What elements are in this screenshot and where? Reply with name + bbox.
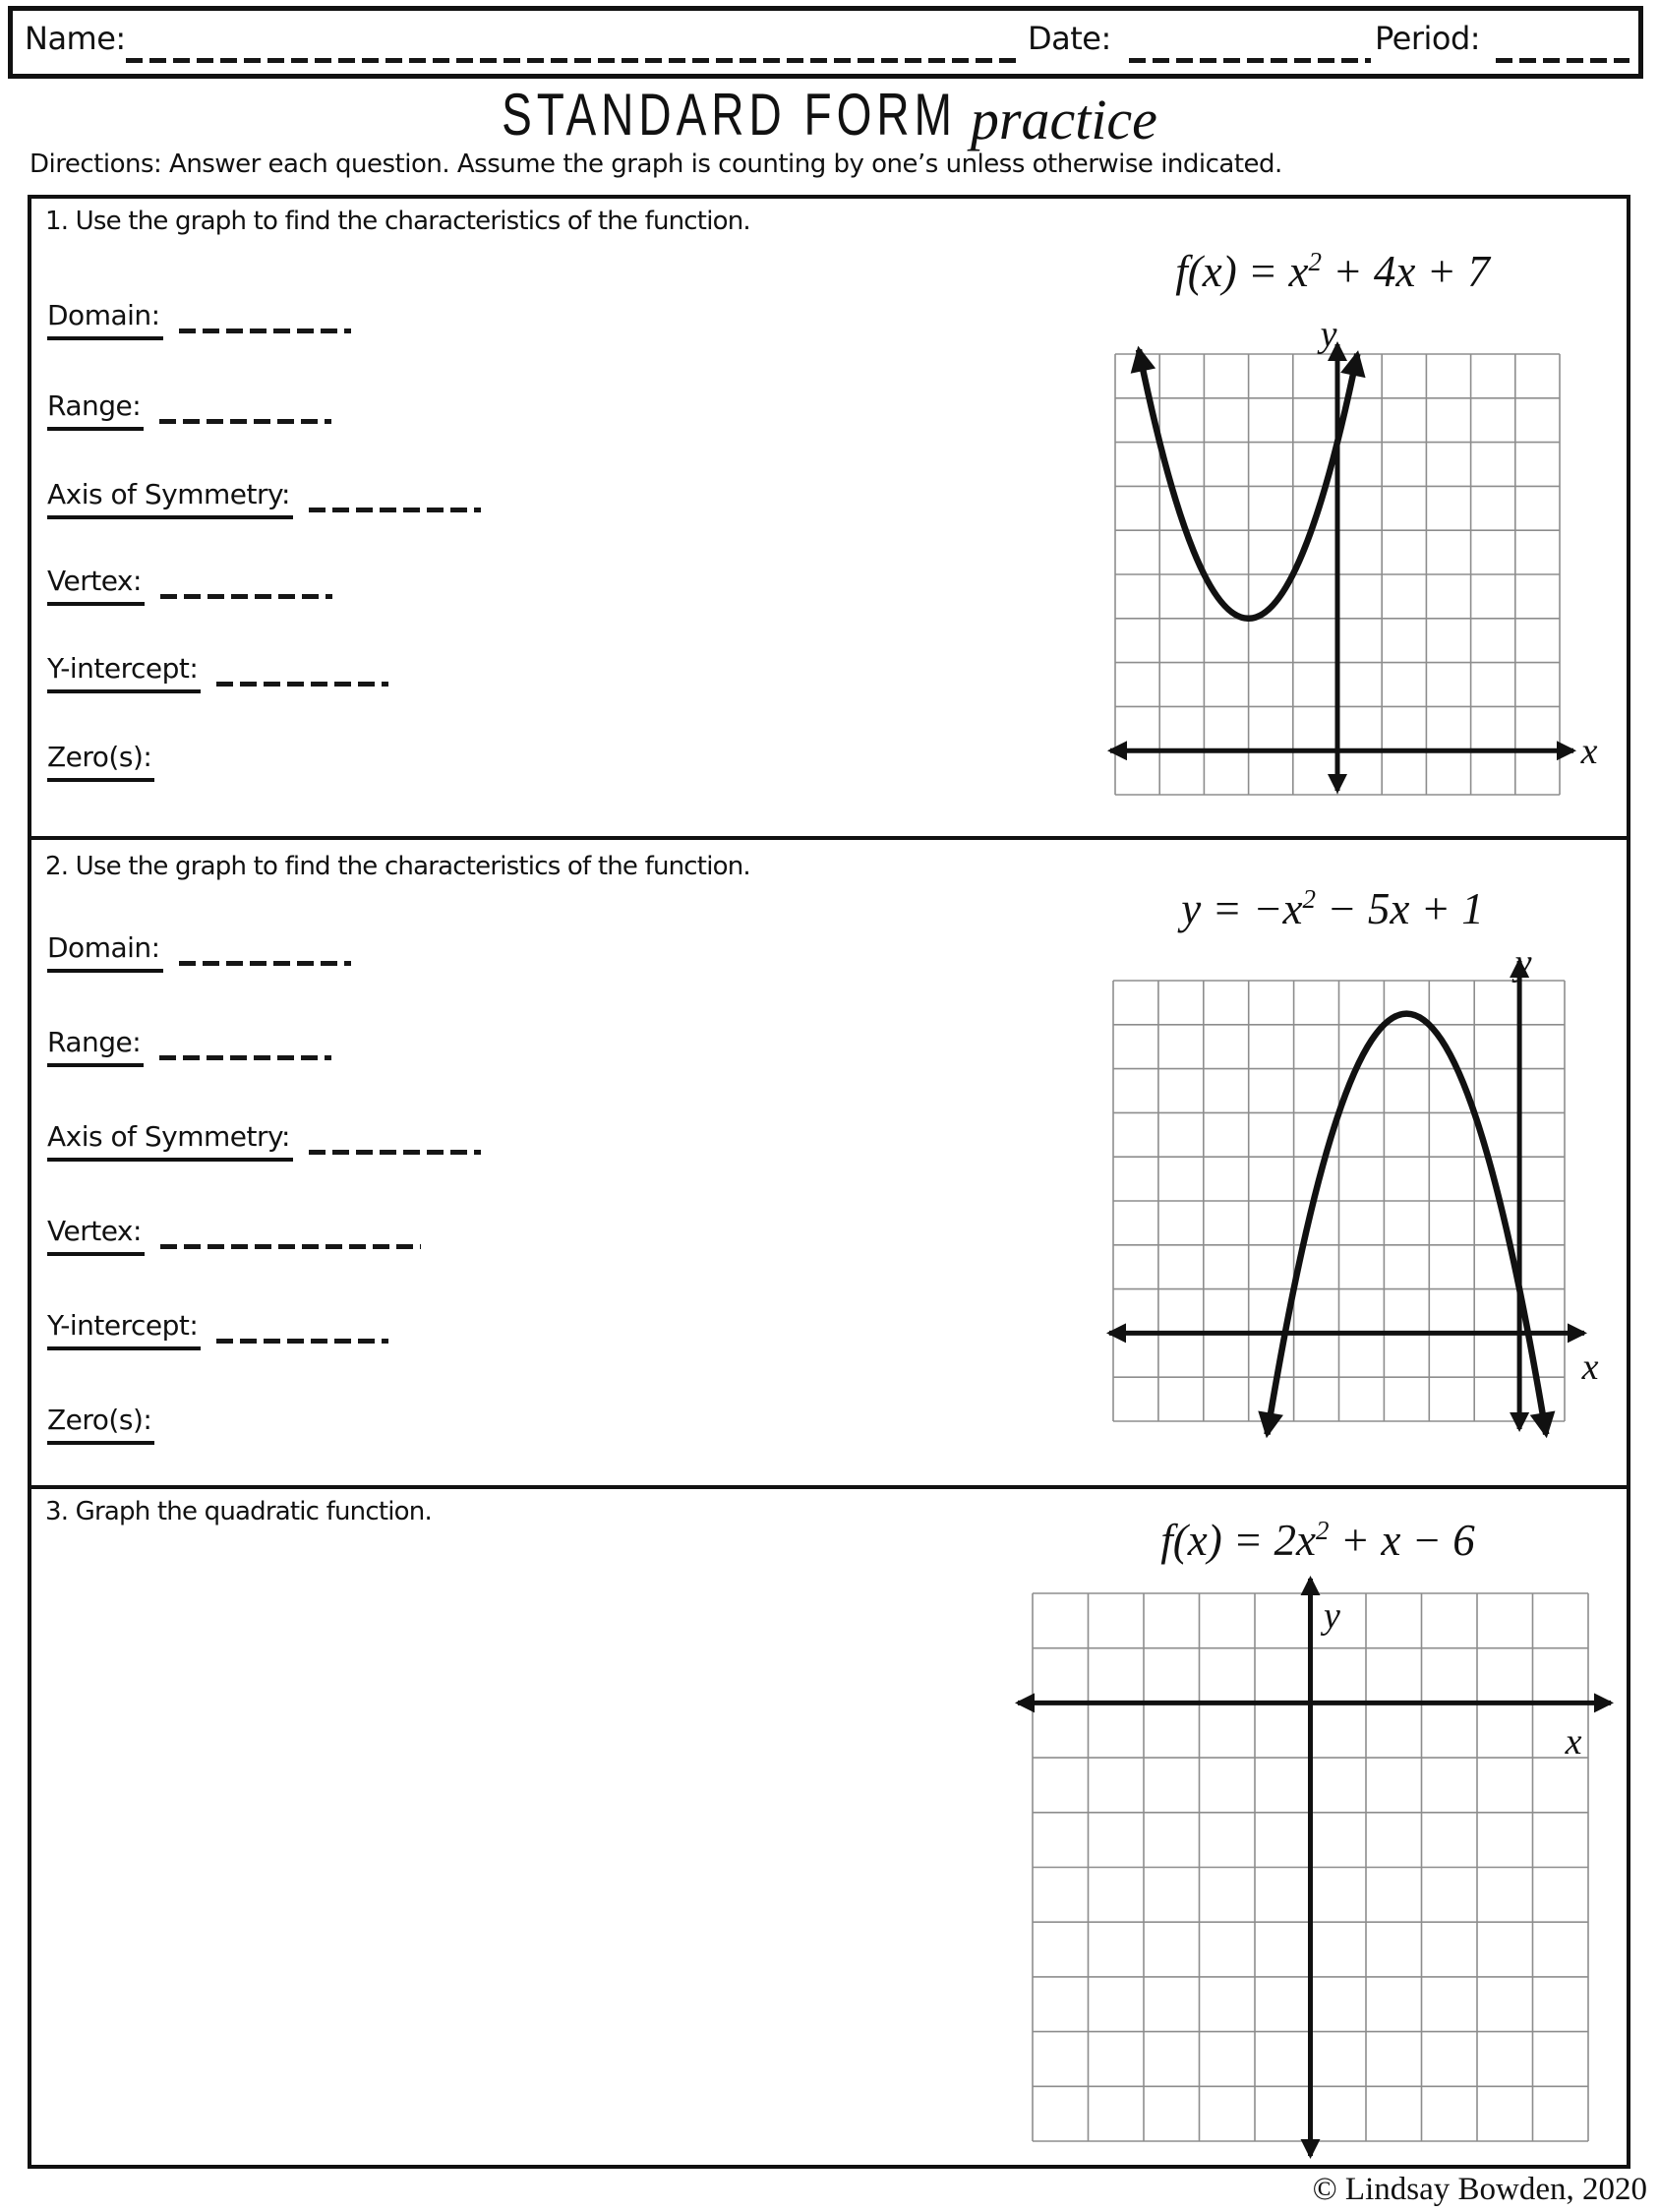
x-axis-label-2: x bbox=[1581, 1346, 1599, 1388]
section-divider-2 bbox=[28, 1485, 1630, 1489]
question-1-prompt: 1. Use the graph to find the characteristics of the function. bbox=[45, 207, 750, 236]
q1-field-row-domain bbox=[47, 299, 351, 340]
y-axis-label-3: y bbox=[1324, 1595, 1340, 1637]
copyright-text: © Lindsay Bowden, 2020 bbox=[1312, 2172, 1647, 2207]
q1-vertex-blank[interactable] bbox=[160, 594, 332, 599]
y-axis-label-1: y bbox=[1320, 314, 1337, 355]
q2-vertex-blank[interactable] bbox=[160, 1244, 421, 1249]
q2-field-row-domain bbox=[47, 931, 351, 973]
q1-range-blank[interactable] bbox=[159, 419, 331, 424]
q1-field-row-range bbox=[47, 389, 331, 431]
title-main: STANDARD FORM bbox=[502, 80, 957, 149]
q1-axis-of-symmetry-label: Axis of Symmetry: bbox=[47, 478, 293, 519]
q1-field-row-axis-of-symmetry bbox=[47, 478, 481, 519]
header-box bbox=[8, 6, 1643, 79]
q2-field-row-axis-of-symmetry bbox=[47, 1120, 481, 1162]
q2-zero-s-label: Zero(s): bbox=[47, 1404, 154, 1445]
q2-field-row-y-intercept bbox=[47, 1309, 388, 1350]
title-script: practice bbox=[970, 88, 1157, 151]
q1-domain-label: Domain: bbox=[47, 299, 163, 340]
question-2-formula: $y = -x^2 - 5x + 1$ bbox=[1181, 884, 1484, 933]
q2-vertex-label: Vertex: bbox=[47, 1215, 145, 1256]
question-3-formula: $f(x) = 2x^2 + x - 6$ bbox=[1160, 1516, 1475, 1565]
q1-field-row-y-intercept bbox=[47, 652, 388, 693]
parabola-curve-2 bbox=[1268, 1014, 1547, 1435]
q1-y-intercept-blank[interactable] bbox=[216, 682, 388, 687]
x-axis-label-1: x bbox=[1580, 731, 1598, 772]
q1-field-row-zero-s bbox=[47, 741, 154, 782]
q1-y-intercept-label: Y-intercept: bbox=[47, 652, 201, 693]
q1-domain-blank[interactable] bbox=[179, 329, 351, 333]
period-blank[interactable] bbox=[1496, 58, 1629, 63]
q2-field-row-vertex bbox=[47, 1215, 421, 1256]
q2-axis-of-symmetry-label: Axis of Symmetry: bbox=[47, 1120, 293, 1162]
date-label: Date: bbox=[1028, 20, 1111, 57]
graph-1 bbox=[1077, 313, 1628, 818]
section-divider-1 bbox=[28, 836, 1630, 840]
period-label: Period: bbox=[1375, 20, 1481, 57]
q1-range-label: Range: bbox=[47, 389, 144, 431]
graph-2 bbox=[1077, 939, 1628, 1449]
date-blank[interactable] bbox=[1129, 58, 1371, 63]
name-label: Name: bbox=[25, 20, 126, 57]
graph-3-empty[interactable] bbox=[993, 1559, 1650, 2203]
q2-domain-blank[interactable] bbox=[179, 961, 351, 966]
page-title bbox=[0, 80, 1659, 151]
name-blank[interactable] bbox=[126, 58, 1023, 63]
question-2-prompt: 2. Use the graph to find the characteristics of the function. bbox=[45, 852, 750, 881]
q1-field-row-vertex bbox=[47, 565, 332, 606]
q2-y-intercept-blank[interactable] bbox=[216, 1339, 388, 1344]
q2-y-intercept-label: Y-intercept: bbox=[47, 1309, 201, 1350]
q2-domain-label: Domain: bbox=[47, 931, 163, 973]
x-axis-label-3: x bbox=[1565, 1721, 1582, 1763]
question-1-formula: $f(x) = x^2 + 4x + 7$ bbox=[1175, 247, 1490, 296]
q2-field-row-zero-s bbox=[47, 1404, 154, 1445]
q1-vertex-label: Vertex: bbox=[47, 565, 145, 606]
y-axis-label-2: y bbox=[1514, 942, 1532, 984]
q2-range-label: Range: bbox=[47, 1026, 144, 1067]
question-3-prompt: 3. Graph the quadratic function. bbox=[45, 1497, 432, 1526]
q1-zero-s-label: Zero(s): bbox=[47, 741, 154, 782]
q1-axis-of-symmetry-blank[interactable] bbox=[309, 508, 481, 512]
q2-range-blank[interactable] bbox=[159, 1055, 331, 1060]
directions-text: Directions: Answer each question. Assume the graph is counting by one’s unless otherwise indicated. bbox=[30, 149, 1282, 179]
q2-field-row-range bbox=[47, 1026, 331, 1067]
q2-axis-of-symmetry-blank[interactable] bbox=[309, 1150, 481, 1155]
